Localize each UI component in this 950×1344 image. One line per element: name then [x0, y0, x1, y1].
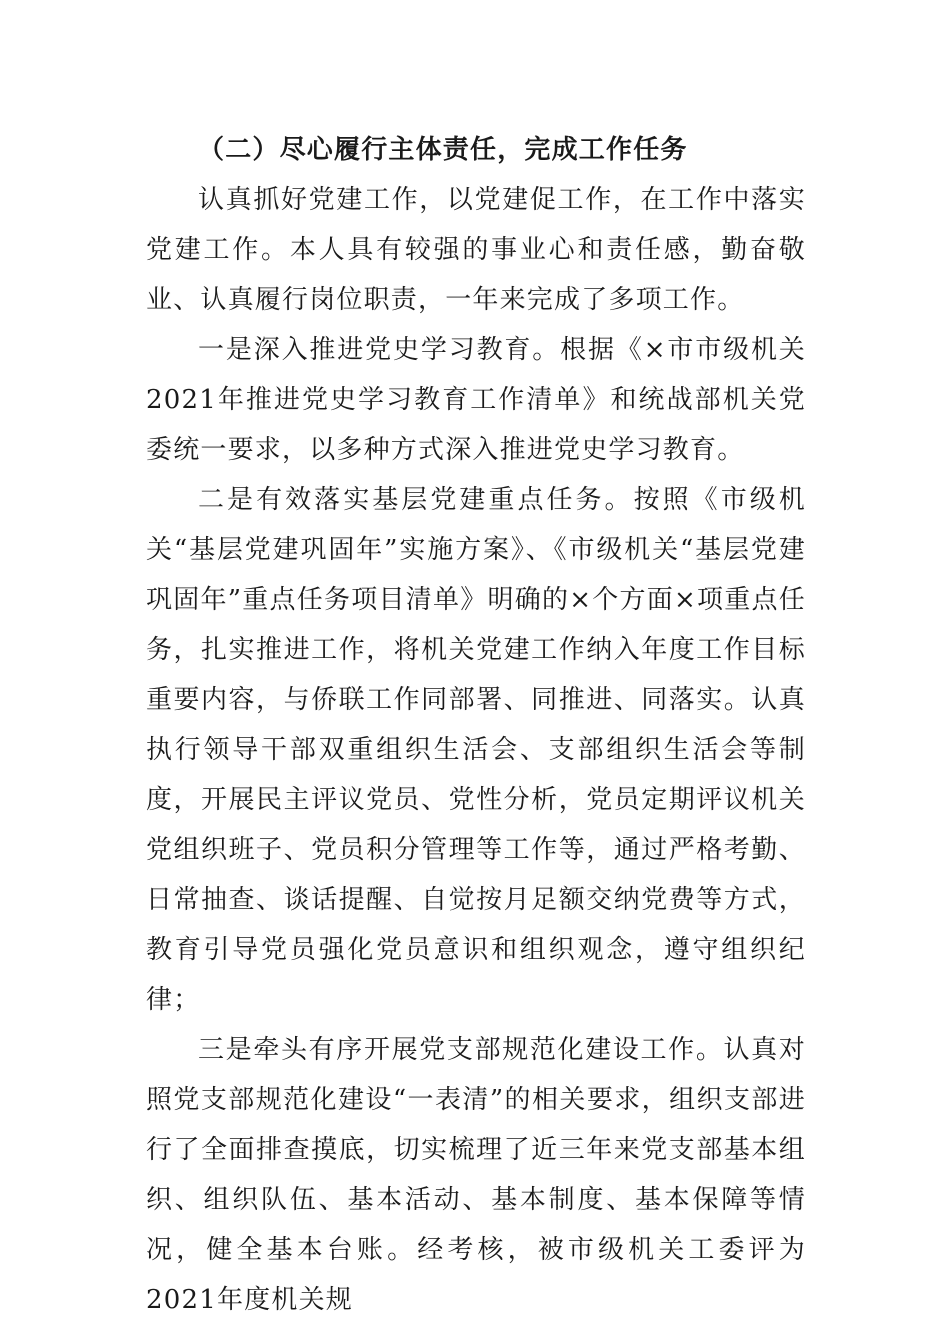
section-heading: （二）尽心履行主体责任，完成工作任务 — [198, 135, 688, 165]
paragraph-item-two: 二是有效落实基层党建重点任务。按照《市级机关“基层党建巩固年”实施方案》、《市级机关“基层党建巩固年”重点任务项目清单》明确的×个方面×项重点任务，扎实推进工作，将机关党建工作纳入年度工作目标重要内容，与侨联工作同部署、同推进、同落实。认真执行领导干部双重组织生活会、支部组织生活会等制度，开展民主评议党员、党性分析，党员定期评议机关党组织班子、党员积分管理等工作等，通过严格考勤、日常抽查、谈话提醒、自觉按月足额交纳党费等方式，教育引导党员强化党员意识和组织观念，遵守组织纪律； — [146, 485, 806, 1015]
paragraph-item-one: 一是深入推进党史学习教育。根据《×市市级机关2021年推进党史学习教育工作清单》和统战部机关党委统一要求，以多种方式深入推进党史学习教育。 — [146, 335, 806, 465]
paragraph-intro: 认真抓好党建工作，以党建促工作，在工作中落实党建工作。本人具有较强的事业心和责任感，勤奋敬业、认真履行岗位职责，一年来完成了多项工作。 — [146, 185, 806, 315]
document-body — [146, 125, 806, 1325]
paragraph-item-three: 三是牵头有序开展党支部规范化建设工作。认真对照党支部规范化建设“一表清”的相关要求，组织支部进行了全面排查摸底，切实梳理了近三年来党支部基本组织、组织队伍、基本活动、基本制度、基本保障等情况，健全基本台账。经考核，被市级机关工委评为2021年度机关规 — [146, 1035, 806, 1315]
